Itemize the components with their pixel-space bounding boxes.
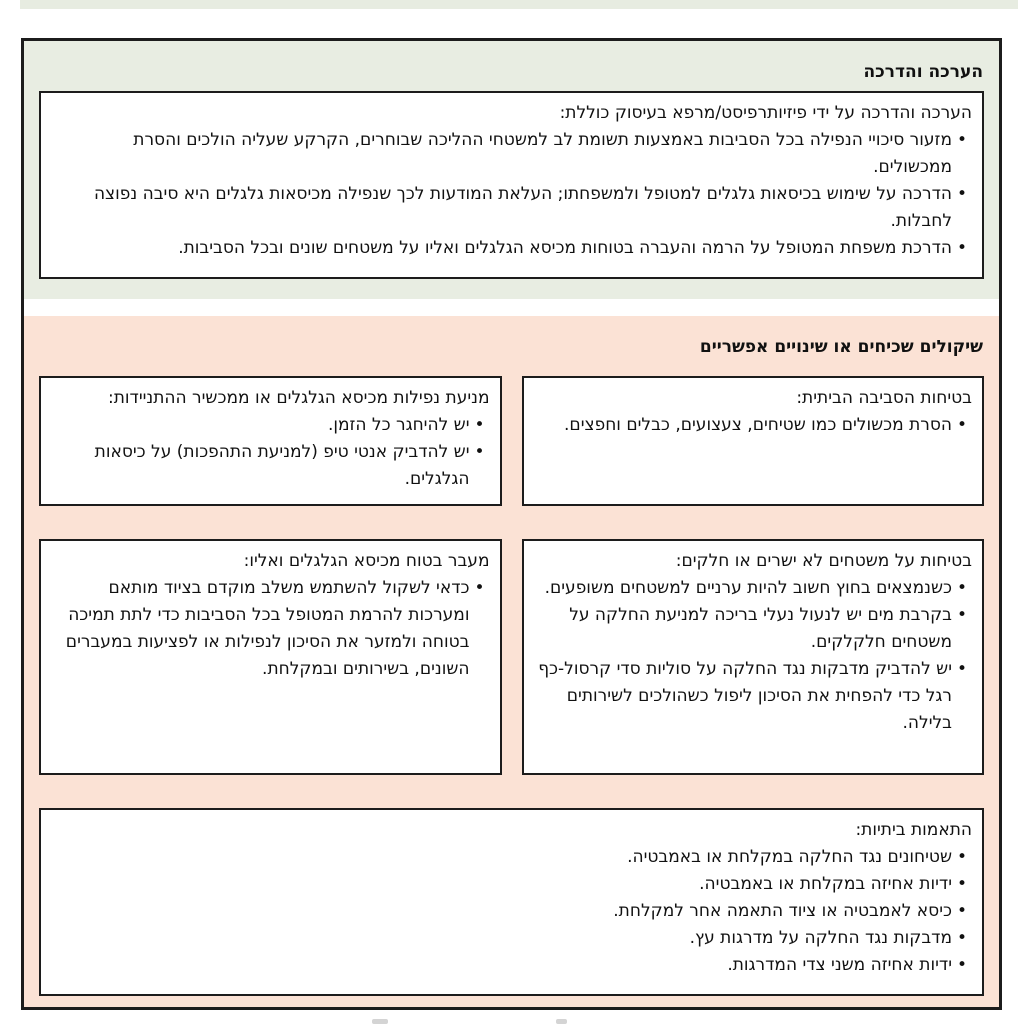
assessment-box	[39, 91, 984, 279]
box-home-adaptations	[39, 808, 984, 996]
bullet-list	[53, 412, 490, 493]
box-safe-wheelchair-transfer	[39, 539, 502, 775]
bullet-item: • יש להדביק אנטי טיפ (למניעת התהפכות) על כיסאות הגלגלים.	[53, 439, 490, 493]
document-panel	[21, 38, 1002, 1010]
bullet-list	[53, 575, 490, 683]
considerations-section-title: שיקולים שכיחים או שינויים אפשריים	[699, 337, 983, 357]
bullet-item: • בקרבת מים יש לנעול נעלי בריכה למניעת החלקה על משטחים חלקלקים.	[536, 602, 973, 656]
box-title: התאמות ביתיות:	[855, 820, 972, 840]
bullet-item: • הסרת מכשולים כמו שטיחים, צעצועים, כבלים וחפצים.	[536, 412, 973, 439]
box-home-environment-safety	[522, 376, 985, 506]
cutoff-text-artifact	[556, 1019, 567, 1024]
assessment-section-title: הערכה והדרכה	[863, 62, 983, 82]
bullet-item: • יש להיחגר כל הזמן.	[53, 412, 490, 439]
previous-block-strip	[20, 0, 1018, 9]
bullet-item: • הדרכה על שימוש בכיסאות גלגלים למטופל ולמשפחתו; העלאת המודעות לכך שנפילה מכיסאות גלגלים היא סיבה נפוצה לחבלות.	[53, 181, 972, 235]
box-uneven-slippery-surfaces	[522, 539, 985, 775]
bullet-list	[53, 844, 972, 979]
section-divider-gap	[24, 299, 999, 316]
section-considerations	[24, 316, 999, 1007]
box-title: בטיחות על משטחים לא ישרים או חלקים:	[675, 551, 972, 571]
bullet-item: • כדאי לשקול להשתמש משלב מוקדם בציוד מותאם ומערכות להרמת המטופל בכל הסביבות כדי לתת תמיכה בטוחה ולמזער את הסיכון לנפילות או לפציעות במעברים השונים, בשירותים ובמקלחת.	[53, 575, 490, 683]
bullet-item: • ידיות אחיזה משני צדי המדרגות.	[53, 952, 972, 979]
bullet-item: • ידיות אחיזה במקלחת או באמבטיה.	[53, 871, 972, 898]
considerations-grid	[39, 376, 984, 996]
assessment-intro: הערכה והדרכה על ידי פיזיותרפיסט/מרפא בעיסוק כוללת:	[559, 103, 972, 123]
bullet-item: • הדרכת משפחת המטופל על הרמה והעברה בטוחות מכיסא הגלגלים ואליו על משטחים שונים ובכל הסביבות.	[53, 235, 972, 262]
box-title: מניעת נפילות מכיסא הגלגלים או ממכשיר ההתניידות:	[108, 388, 490, 408]
assessment-bullet-list	[53, 127, 972, 262]
cutoff-text-artifact	[372, 1019, 388, 1024]
bullet-item: • שטיחונים נגד החלקה במקלחת או באמבטיה.	[53, 844, 972, 871]
bullet-item: • כשנמצאים בחוץ חשוב להיות ערניים למשטחים משופעים.	[536, 575, 973, 602]
bullet-item: • כיסא לאמבטיה או ציוד התאמה אחר למקלחת.	[53, 898, 972, 925]
bullet-item: • מדבקות נגד החלקה על מדרגות עץ.	[53, 925, 972, 952]
bullet-item: • יש להדביק מדבקות נגד החלקה על סוליות סדי קרסול-כף רגל כדי להפחית את הסיכון ליפול כשהולכים לשירותים בלילה.	[536, 656, 973, 737]
section-assessment	[24, 41, 999, 299]
bullet-list	[536, 575, 973, 737]
box-wheelchair-fall-prevention	[39, 376, 502, 506]
bullet-item: • מזעור סיכויי הנפילה בכל הסביבות באמצעות תשומת לב למשטחי ההליכה שבוחרים, הקרקע שעליה הולכים והסרת ממכשולים.	[53, 127, 972, 181]
box-title: מעבר בטוח מכיסא הגלגלים ואליו:	[243, 551, 490, 571]
box-title: בטיחות הסביבה הביתית:	[796, 388, 972, 408]
bullet-list	[536, 412, 973, 439]
